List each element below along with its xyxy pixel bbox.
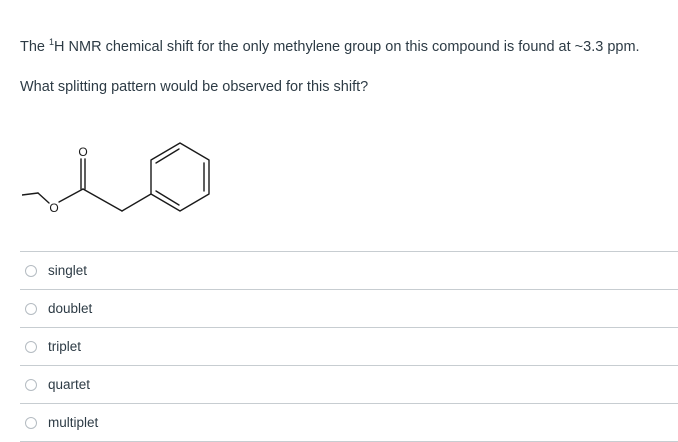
statement-text-start: The	[20, 39, 50, 55]
bond-carbonyl-ch2	[83, 189, 122, 211]
bond-o-carbonyl	[59, 189, 83, 202]
answer-option-quartet[interactable]	[20, 366, 678, 404]
atom-label-ester-oxygen: O	[49, 201, 59, 215]
answer-label: multiplet	[48, 415, 99, 430]
chemical-structure	[22, 135, 222, 220]
radio-button[interactable]	[25, 303, 37, 315]
answer-option-doublet[interactable]	[20, 290, 678, 328]
answer-option-singlet[interactable]	[20, 252, 678, 290]
answer-label: quartet	[48, 377, 91, 392]
radio-button[interactable]	[25, 341, 37, 353]
benzene-ring	[151, 143, 209, 211]
isotope-superscript: 1	[49, 37, 55, 47]
question-prompt: What splitting pattern would be observed for this shift?	[20, 79, 369, 95]
bond-ch2-ring	[122, 194, 151, 211]
radio-button[interactable]	[25, 265, 37, 277]
answer-label: doublet	[48, 301, 93, 316]
bond-ch2-o	[38, 193, 49, 203]
answer-label: triplet	[48, 339, 82, 354]
atom-label-carbonyl-oxygen: O	[78, 145, 88, 159]
statement-text-end: H NMR chemical shift for the only methylene group on this compound is found at ~3.3 ppm.	[54, 39, 640, 55]
answer-list	[20, 251, 678, 442]
answer-option-multiplet[interactable]	[20, 404, 678, 442]
answer-option-triplet[interactable]	[20, 328, 678, 366]
question-statement	[20, 34, 660, 61]
radio-button[interactable]	[25, 379, 37, 391]
question-text	[20, 34, 660, 101]
answer-label: singlet	[48, 263, 88, 278]
bond-ch3-ch2	[22, 193, 38, 195]
radio-button[interactable]	[25, 417, 37, 429]
